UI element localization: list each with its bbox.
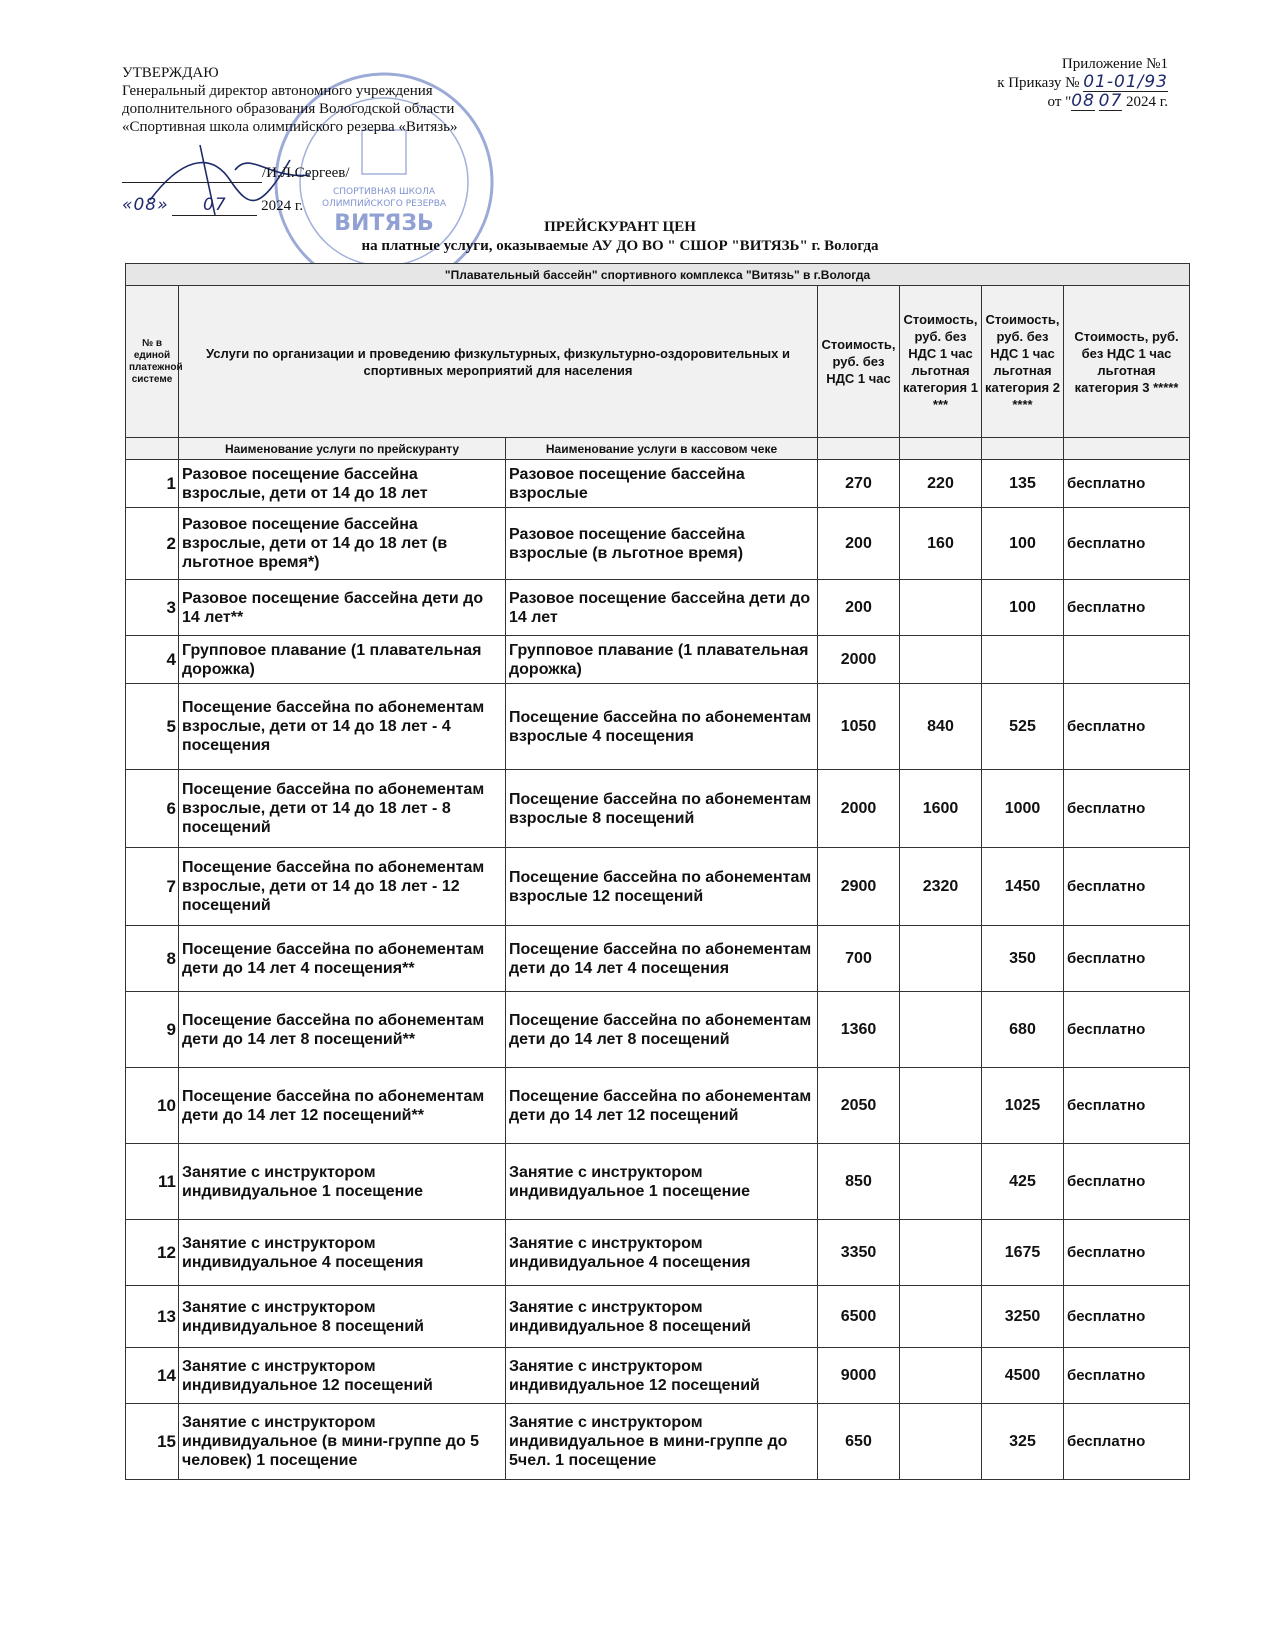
- appendix-date-month: 07: [1098, 91, 1123, 111]
- service-name: Занятие с инструктором индивидуальное 12 посещений: [179, 1348, 506, 1404]
- service-name: Посещение бассейна по абонементам дети до 14 лет 4 посещения**: [179, 926, 506, 992]
- price-cat1: [900, 1068, 982, 1144]
- stamp-line2: ОЛИМПИЙСКОГО РЕЗЕРВА: [321, 199, 447, 209]
- service-name: Посещение бассейна по абонементам взрослые, дети от 14 до 18 лет - 4 посещения: [179, 684, 506, 770]
- section-header-row: [126, 264, 1190, 286]
- row-number: 7: [126, 848, 179, 926]
- table-row: [126, 848, 1190, 926]
- table-row: [126, 1286, 1190, 1348]
- price-base: 9000: [818, 1348, 900, 1404]
- price-cat1: 2320: [900, 848, 982, 926]
- table-row: [126, 684, 1190, 770]
- price-cat1: [900, 1404, 982, 1480]
- row-number: 12: [126, 1220, 179, 1286]
- price-cat2: 135: [982, 460, 1064, 508]
- row-number: 11: [126, 1144, 179, 1220]
- appendix-block: [948, 55, 1168, 111]
- appendix-order-number: 01-01/93: [1083, 72, 1168, 92]
- appendix-order-prefix: к Приказу №: [997, 75, 1080, 91]
- receipt-name: Разовое посещение бассейна взрослые (в льготное время): [506, 508, 818, 580]
- subheader-empty-4: [1064, 438, 1190, 460]
- price-cat3: бесплатно: [1064, 848, 1190, 926]
- price-cat3: бесплатно: [1064, 770, 1190, 848]
- subheader-empty-3: [982, 438, 1064, 460]
- row-number: 1: [126, 460, 179, 508]
- header-name-price-list: Наименование услуги по прейскуранту: [179, 438, 506, 460]
- price-cat1: [900, 992, 982, 1068]
- price-cat3: бесплатно: [1064, 992, 1190, 1068]
- table-row: [126, 926, 1190, 992]
- table-row: [126, 1068, 1190, 1144]
- approval-date-month: 07: [172, 195, 257, 216]
- row-number: 14: [126, 1348, 179, 1404]
- table-row: [126, 1348, 1190, 1404]
- row-number: 2: [126, 508, 179, 580]
- price-cat1: [900, 1220, 982, 1286]
- receipt-name: Посещение бассейна по абонементам дети до 14 лет 12 посещений: [506, 1068, 818, 1144]
- service-name: Посещение бассейна по абонементам взрослые, дети от 14 до 18 лет - 12 посещений: [179, 848, 506, 926]
- approval-line-3: «Спортивная школа олимпийского резерва «Витязь»: [122, 119, 458, 135]
- price-base: 650: [818, 1404, 900, 1480]
- price-cat2: 350: [982, 926, 1064, 992]
- table-row: [126, 580, 1190, 636]
- appendix-date: [948, 92, 1168, 111]
- section-title: "Плавательный бассейн" спортивного комплекса "Витязь" в г.Вологда: [126, 264, 1190, 286]
- header-cat3: Стоимость, руб. без НДС 1 час льготная категория 3 *****: [1064, 286, 1190, 438]
- price-cat2: 325: [982, 1404, 1064, 1480]
- price-base: 2000: [818, 770, 900, 848]
- row-number: 6: [126, 770, 179, 848]
- price-rows: [126, 460, 1190, 1480]
- price-cat3: бесплатно: [1064, 580, 1190, 636]
- price-base: 2000: [818, 636, 900, 684]
- approval-block: [122, 64, 457, 136]
- stamp-name: ВИТЯЗЬ: [334, 211, 434, 236]
- price-cat3: бесплатно: [1064, 1068, 1190, 1144]
- service-name: Разовое посещение бассейна взрослые, дети от 14 до 18 лет: [179, 460, 506, 508]
- price-cat3: бесплатно: [1064, 1144, 1190, 1220]
- price-cat1: 840: [900, 684, 982, 770]
- price-cat2: 4500: [982, 1348, 1064, 1404]
- service-name: Посещение бассейна по абонементам дети до 14 лет 8 посещений**: [179, 992, 506, 1068]
- price-base: 1360: [818, 992, 900, 1068]
- header-name-receipt: Наименование услуги в кассовом чеке: [506, 438, 818, 460]
- price-cat3: бесплатно: [1064, 1220, 1190, 1286]
- approval-line-1: Генеральный директор автономного учреждения: [122, 83, 433, 99]
- table-row: [126, 636, 1190, 684]
- price-cat1: 1600: [900, 770, 982, 848]
- price-cat3: бесплатно: [1064, 460, 1190, 508]
- price-base: 850: [818, 1144, 900, 1220]
- service-name: Посещение бассейна по абонементам взрослые, дети от 14 до 18 лет - 8 посещений: [179, 770, 506, 848]
- service-name: Разовое посещение бассейна взрослые, дети от 14 до 18 лет (в льготное время*): [179, 508, 506, 580]
- stamp-line1: СПОРТИВНАЯ ШКОЛА: [332, 187, 436, 197]
- subheader-empty-num: [126, 438, 179, 460]
- price-cat1: [900, 580, 982, 636]
- service-name: Занятие с инструктором индивидуальное 1 посещение: [179, 1144, 506, 1220]
- service-name: Посещение бассейна по абонементам дети до 14 лет 12 посещений**: [179, 1068, 506, 1144]
- table-row: [126, 992, 1190, 1068]
- receipt-name: Занятие с инструктором индивидуальное в мини-группе до 5чел. 1 посещение: [506, 1404, 818, 1480]
- document-title: [300, 218, 940, 256]
- price-cat2: 1000: [982, 770, 1064, 848]
- price-base: 3350: [818, 1220, 900, 1286]
- row-number: 15: [126, 1404, 179, 1480]
- row-number: 9: [126, 992, 179, 1068]
- receipt-name: Посещение бассейна по абонементам взрослые 4 посещения: [506, 684, 818, 770]
- row-number: 4: [126, 636, 179, 684]
- price-cat2: 425: [982, 1144, 1064, 1220]
- row-number: 13: [126, 1286, 179, 1348]
- price-cat2: 1675: [982, 1220, 1064, 1286]
- title-line-2: на платные услуги, оказываемые АУ ДО ВО " СШОР "ВИТЯЗЬ" г. Вологда: [361, 238, 879, 254]
- price-cat1: [900, 1348, 982, 1404]
- price-cat3: бесплатно: [1064, 926, 1190, 992]
- receipt-name: Разовое посещение бассейна дети до 14 лет: [506, 580, 818, 636]
- price-cat2: 100: [982, 580, 1064, 636]
- service-name: Занятие с инструктором индивидуальное 8 посещений: [179, 1286, 506, 1348]
- title-line-1: ПРЕЙСКУРАНТ ЦЕН: [544, 219, 696, 235]
- price-cat2: 1450: [982, 848, 1064, 926]
- receipt-name: Посещение бассейна по абонементам дети до 14 лет 4 посещения: [506, 926, 818, 992]
- approval-line-2: дополнительного образования Вологодской области: [122, 101, 455, 117]
- row-number: 5: [126, 684, 179, 770]
- price-cat3: бесплатно: [1064, 1404, 1190, 1480]
- price-base: 200: [818, 580, 900, 636]
- column-header-row: [126, 286, 1190, 438]
- signer-line: [122, 165, 350, 183]
- receipt-name: Занятие с инструктором индивидуальное 1 посещение: [506, 1144, 818, 1220]
- header-cat1: Стоимость, руб. без НДС 1 час льготная категория 1 ***: [900, 286, 982, 438]
- price-cat1: [900, 1286, 982, 1348]
- appendix-date-year: 2024 г.: [1126, 94, 1168, 110]
- price-cat2: 100: [982, 508, 1064, 580]
- table-row: [126, 508, 1190, 580]
- table-row: [126, 770, 1190, 848]
- receipt-name: Занятие с инструктором индивидуальное 12 посещений: [506, 1348, 818, 1404]
- receipt-name: Разовое посещение бассейна взрослые: [506, 460, 818, 508]
- price-cat3: бесплатно: [1064, 1286, 1190, 1348]
- price-cat2: 1025: [982, 1068, 1064, 1144]
- price-base: 270: [818, 460, 900, 508]
- table-row: [126, 1404, 1190, 1480]
- price-cat2: 680: [982, 992, 1064, 1068]
- approval-label: УТВЕРЖДАЮ: [122, 65, 219, 81]
- price-cat2: 525: [982, 684, 1064, 770]
- price-list-table: [125, 263, 1190, 1480]
- appendix-date-prefix: от ": [1047, 94, 1072, 110]
- price-base: 2050: [818, 1068, 900, 1144]
- price-cat2: [982, 636, 1064, 684]
- header-service: Услуги по организации и проведению физкультурных, физкультурно-оздоровительных и спортивных мероприятий для населения: [179, 286, 818, 438]
- table-row: [126, 460, 1190, 508]
- appendix-order: [948, 73, 1168, 92]
- price-cat3: бесплатно: [1064, 508, 1190, 580]
- price-base: 200: [818, 508, 900, 580]
- receipt-name: Занятие с инструктором индивидуальное 8 посещений: [506, 1286, 818, 1348]
- receipt-name: Посещение бассейна по абонементам взрослые 12 посещений: [506, 848, 818, 926]
- table-row: [126, 1220, 1190, 1286]
- row-number: 3: [126, 580, 179, 636]
- service-name: Групповое плавание (1 плавательная дорожка): [179, 636, 506, 684]
- subheader-empty-1: [818, 438, 900, 460]
- row-number: 8: [126, 926, 179, 992]
- price-cat1: [900, 1144, 982, 1220]
- price-base: 700: [818, 926, 900, 992]
- price-cat1: [900, 926, 982, 992]
- approval-date: [122, 195, 303, 216]
- receipt-name: Занятие с инструктором индивидуальное 4 посещения: [506, 1220, 818, 1286]
- receipt-name: Посещение бассейна по абонементам дети до 14 лет 8 посещений: [506, 992, 818, 1068]
- subheader-row: [126, 438, 1190, 460]
- receipt-name: Посещение бассейна по абонементам взрослые 8 посещений: [506, 770, 818, 848]
- subheader-empty-2: [900, 438, 982, 460]
- service-name: Занятие с инструктором индивидуальное 4 посещения: [179, 1220, 506, 1286]
- price-cat3: [1064, 636, 1190, 684]
- table-row: [126, 1144, 1190, 1220]
- price-cat3: бесплатно: [1064, 684, 1190, 770]
- price-cat2: 3250: [982, 1286, 1064, 1348]
- header-cat2: Стоимость, руб. без НДС 1 час льготная категория 2 ****: [982, 286, 1064, 438]
- signer-name: /И.Л.Сергеев/: [262, 165, 350, 181]
- price-cat1: 220: [900, 460, 982, 508]
- appendix-date-day: 08: [1071, 91, 1095, 111]
- price-base: 2900: [818, 848, 900, 926]
- approval-date-year: 2024 г.: [261, 198, 304, 214]
- service-name: Занятие с инструктором индивидуальное (в мини-группе до 5 человек) 1 посещение: [179, 1404, 506, 1480]
- receipt-name: Групповое плавание (1 плавательная дорожка): [506, 636, 818, 684]
- price-cat1: [900, 636, 982, 684]
- row-number: 10: [126, 1068, 179, 1144]
- header-num: № в единой платежной системе: [126, 286, 179, 438]
- price-cat1: 160: [900, 508, 982, 580]
- header-price: Стоимость, руб. без НДС 1 час: [818, 286, 900, 438]
- approval-date-day: «08»: [122, 195, 169, 215]
- price-base: 6500: [818, 1286, 900, 1348]
- appendix-line-1: Приложение №1: [1061, 56, 1168, 72]
- price-cat3: бесплатно: [1064, 1348, 1190, 1404]
- service-name: Разовое посещение бассейна дети до 14 лет**: [179, 580, 506, 636]
- price-base: 1050: [818, 684, 900, 770]
